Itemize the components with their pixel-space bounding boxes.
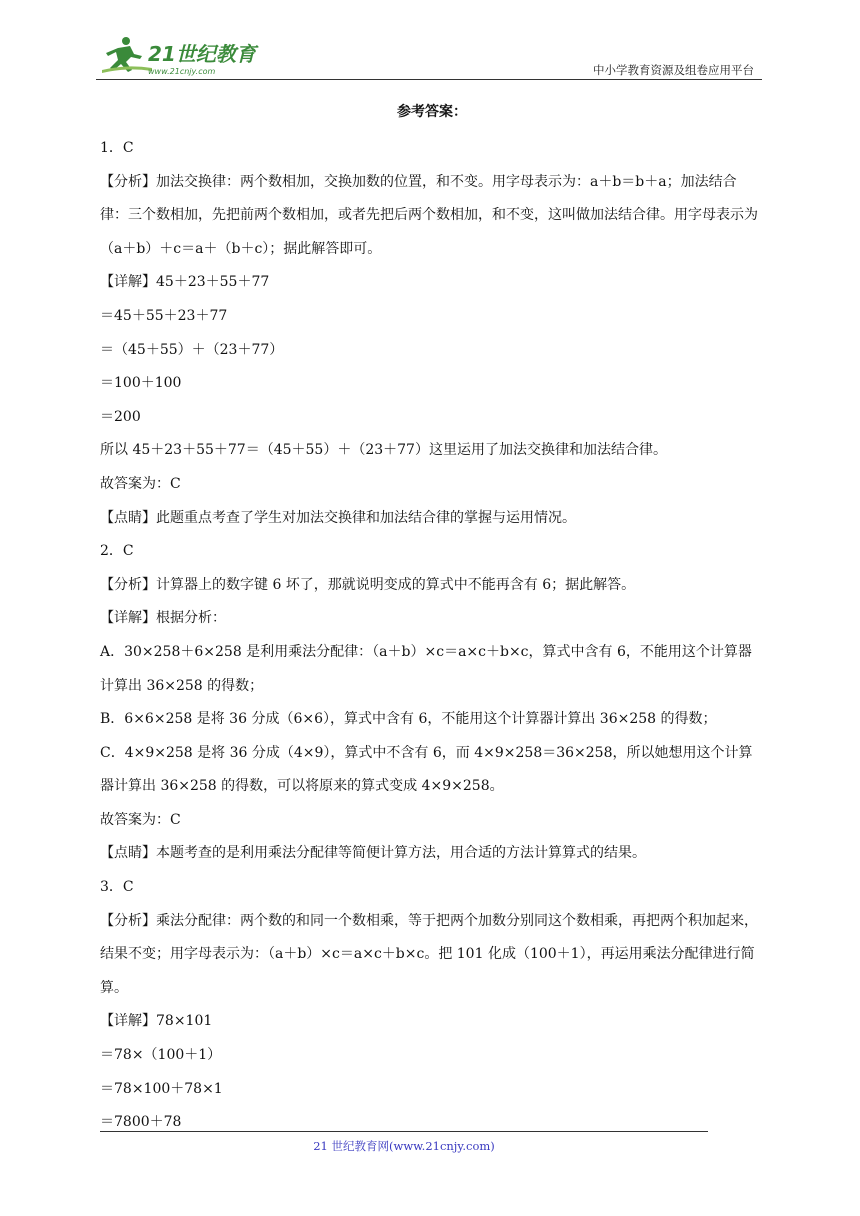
analysis-2: 【分析】计算器上的数字键 6 坏了，那就说明变成的算式中不能再含有 6；据此解答。	[100, 576, 636, 593]
step-1a: ＝45＋55＋23＋77	[100, 307, 228, 324]
conclusion-1: 所以 45＋23＋55＋77＝（45＋55）＋（23＋77）这里运用了加法交换律和加法结合律。	[100, 442, 667, 459]
analysis-3: 【分析】乘法分配律：两个数的和同一个数相乘，等于把两个加数分别同这个数相乘，再把两个积加起来，结果不变；用字母表示为：（a＋b）×c＝a×c＋b×c。把 101 化成（100＋1），再运用乘法分配律进行简算。	[100, 912, 758, 996]
answer-content	[100, 100, 764, 1140]
page-title: 参考答案：	[397, 104, 467, 120]
final-answer-1: 故答案为：C	[100, 475, 181, 492]
detail-2: 【详解】根据分析：	[100, 610, 226, 627]
comment-2: 【点睛】本题考查的是利用乘法分配律等简便计算方法，用合适的方法计算算式的结果。	[100, 845, 646, 862]
logo-sub: www.21cnjy.com	[148, 67, 216, 76]
step-3a: ＝78×（100＋1）	[100, 1047, 222, 1064]
comment-1: 【点睛】此题重点考查了学生对加法交换律和加法结合律的掌握与运用情况。	[100, 509, 576, 526]
option-b: B．6×6×258 是将 36 分成（6×6），算式中含有 6，不能用这个计算器计算出 36×258 的得数；	[100, 711, 717, 728]
step-3b: ＝78×100＋78×1	[100, 1080, 223, 1097]
step-1c: ＝100＋100	[100, 375, 182, 392]
header-divider	[96, 79, 762, 80]
detail-1: 【详解】45＋23＋55＋77	[100, 274, 270, 291]
option-a: A．30×258＋6×258 是利用乘法分配律：（a＋b）×c＝a×c＋b×c，算式中含有 6，不能用这个计算器计算出 36×258 的得数；	[100, 643, 752, 694]
footer-text: 21 世纪教育网(www.21cnjy.com)	[313, 1139, 495, 1153]
logo-text: 21世纪教育	[148, 42, 256, 66]
step-1b: ＝（45＋55）＋（23＋77）	[100, 341, 284, 358]
step-3c: ＝7800＋78	[100, 1114, 182, 1131]
answer-1: 1．C	[100, 140, 134, 156]
option-c: C．4×9×258 是将 36 分成（4×9），算式中不含有 6，而 4×9×258＝36×258，所以她想用这个计算器计算出 36×258 的得数，可以将原来的算式变成 4×9×258。	[100, 744, 753, 795]
answer-3: 3．C	[100, 879, 134, 896]
analysis-1: 【分析】加法交换律：两个数相加，交换加数的位置，和不变。用字母表示为：a＋b＝b＋a；加法结合律：三个数相加，先把前两个数相加，或者先把后两个数相加，和不变，这叫做加法结合律。用字母表示为（a＋b）＋c＝a＋（b＋c）；据此解答即可。	[100, 173, 758, 257]
step-1d: ＝200	[100, 408, 141, 425]
page-header	[96, 34, 762, 80]
logo-21cnjy	[96, 34, 266, 78]
final-answer-2: 故答案为：C	[100, 811, 181, 828]
detail-3: 【详解】78×101	[100, 1013, 213, 1030]
platform-name: 中小学教育资源及组卷应用平台	[593, 63, 754, 77]
answer-2: 2．C	[100, 543, 134, 560]
footer-divider	[100, 1131, 708, 1132]
